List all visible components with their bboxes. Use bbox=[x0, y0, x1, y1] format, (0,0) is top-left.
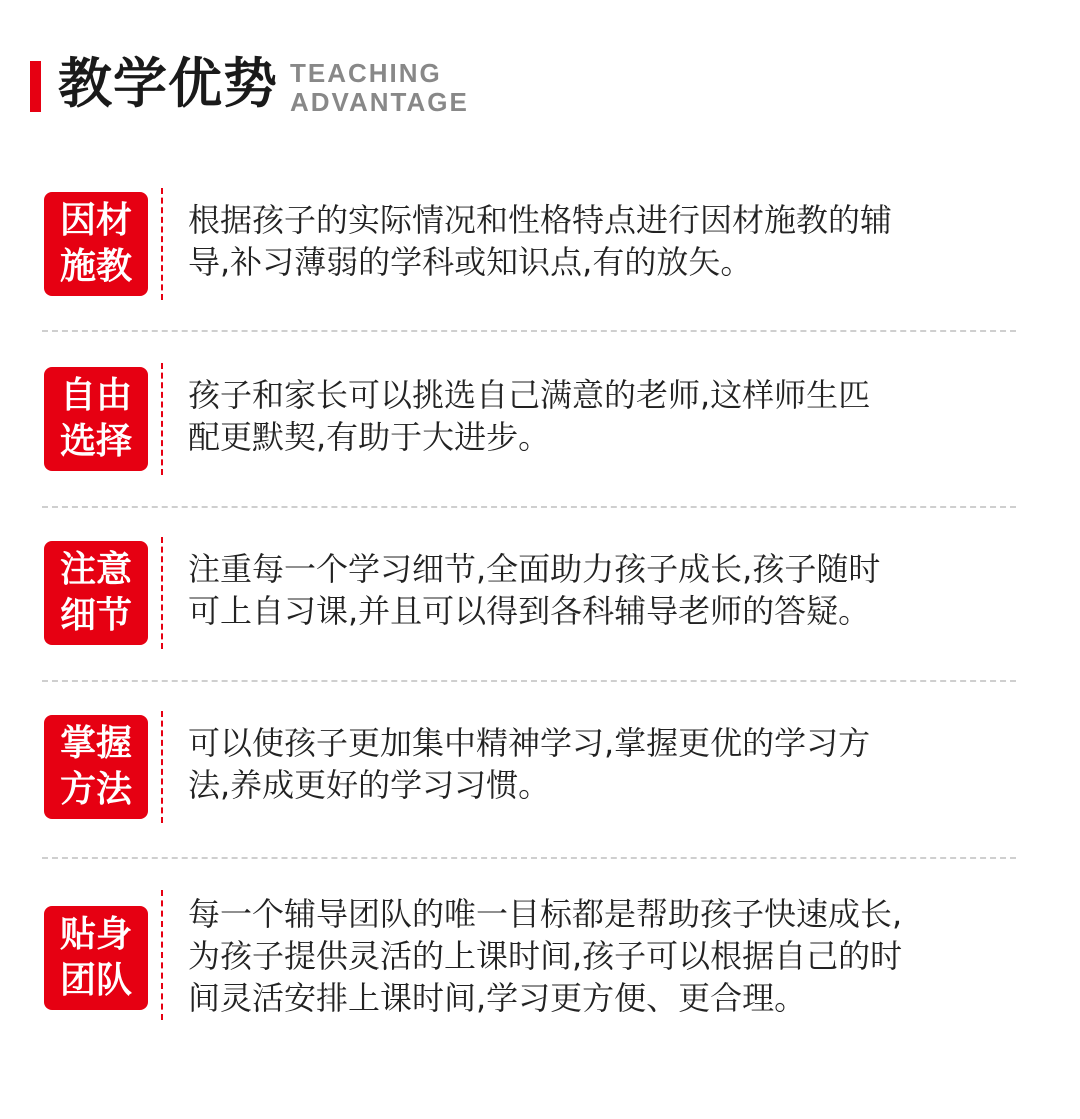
advantage-description: 可以使孩子更加集中精神学习,掌握更优的学习方 法,养成更好的学习习惯。 bbox=[188, 724, 871, 804]
dashed-separator bbox=[161, 188, 163, 300]
advantage-badge bbox=[44, 715, 148, 819]
advantage-description: 每一个辅导团队的唯一目标都是帮助孩子快速成长, 为孩子提供灵活的上课时间,孩子可以根据自己的时 间灵活安排上课时间,学习更方便、更合理。 bbox=[188, 895, 903, 1017]
badge-line2: 细节 bbox=[59, 595, 132, 636]
item-divider bbox=[42, 330, 1016, 332]
badge-line1: 自由 bbox=[59, 375, 132, 416]
advantage-description: 注重每一个学习细节,全面助力孩子成长,孩子随时 可上自习课,并且可以得到各科辅导老师的答疑。 bbox=[188, 550, 881, 630]
dashed-separator bbox=[161, 890, 163, 1020]
item-divider bbox=[42, 506, 1016, 508]
badge-line1: 掌握 bbox=[59, 723, 132, 764]
badge-line2: 团队 bbox=[59, 960, 132, 1001]
english-subtitle-line2: ADVANTAGE bbox=[290, 87, 469, 117]
advantage-badge bbox=[44, 367, 148, 471]
badge-line1: 贴身 bbox=[59, 914, 132, 955]
badge-line2: 方法 bbox=[59, 769, 132, 810]
english-subtitle bbox=[290, 59, 469, 117]
item-divider bbox=[42, 857, 1016, 859]
title-accent-bar bbox=[30, 61, 41, 112]
advantage-badge bbox=[44, 192, 148, 296]
advantage-description: 根据孩子的实际情况和性格特点进行因材施教的辅 导,补习薄弱的学科或知识点,有的放矢。 bbox=[188, 201, 893, 281]
item-divider bbox=[42, 680, 1016, 682]
badge-line1: 注意 bbox=[59, 549, 132, 590]
dashed-separator bbox=[161, 363, 163, 475]
badge-line1: 因材 bbox=[59, 200, 132, 241]
dashed-separator bbox=[161, 537, 163, 649]
english-subtitle-line1: TEACHING bbox=[290, 58, 442, 88]
advantage-description: 孩子和家长可以挑选自己满意的老师,这样师生匹 配更默契,有助于大进步。 bbox=[188, 376, 871, 456]
advantage-badge bbox=[44, 541, 148, 645]
badge-line2: 施教 bbox=[59, 246, 132, 287]
page-title: 教学优势 bbox=[58, 52, 278, 115]
badge-line2: 选择 bbox=[59, 421, 132, 462]
advantage-badge bbox=[44, 906, 148, 1010]
dashed-separator bbox=[161, 711, 163, 823]
